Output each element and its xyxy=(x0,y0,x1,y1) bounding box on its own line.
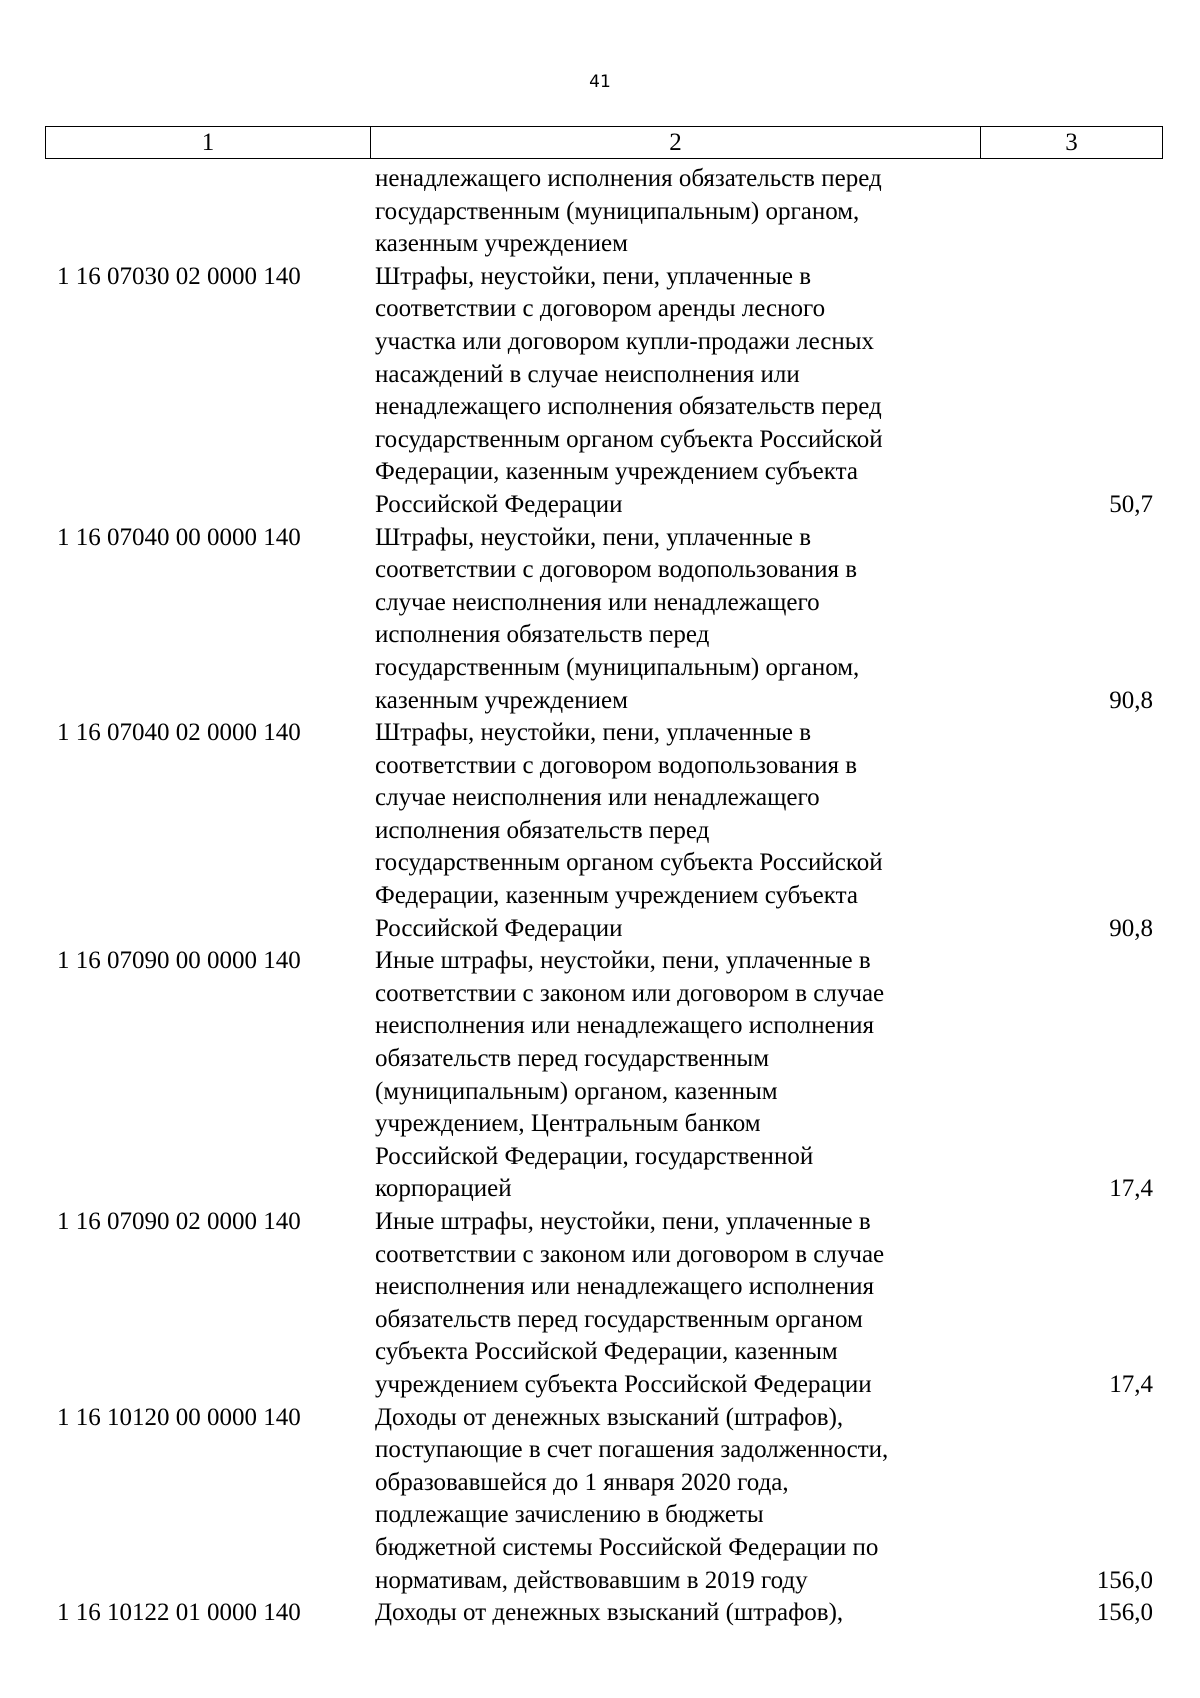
table-row xyxy=(45,163,1163,261)
amount: 156,0 xyxy=(1096,1599,1153,1627)
description-line: исполнения обязательств перед xyxy=(375,816,710,844)
description-line: соответствии с договором водопользования в xyxy=(375,751,858,779)
description-line: Доходы от денежных взысканий (штрафов), xyxy=(375,1599,844,1627)
description-line: обязательств перед государственным xyxy=(375,1045,770,1073)
description-line: государственным органом субъекта Российской xyxy=(375,425,883,453)
description-line: соответствии с законом или договором в случае xyxy=(375,979,885,1007)
description-line: государственным органом субъекта Российской xyxy=(375,849,883,877)
income-description xyxy=(375,717,980,945)
budget-code: 1 16 07030 02 0000 140 xyxy=(57,262,301,290)
budget-code: 1 16 07040 00 0000 140 xyxy=(57,523,301,551)
description-line: обязательств перед государственным органом xyxy=(375,1305,863,1333)
amount: 156,0 xyxy=(1096,1566,1153,1594)
description-line: Российской Федерации, государственной xyxy=(375,1142,814,1170)
description-line: поступающие в счет погашения задолженности, xyxy=(375,1436,889,1464)
income-description xyxy=(375,261,980,522)
table-row xyxy=(45,1206,1163,1402)
description-line: (муниципальным) органом, казенным xyxy=(375,1077,778,1105)
table-row xyxy=(45,945,1163,1206)
budget-code: 1 16 07040 02 0000 140 xyxy=(57,719,301,747)
income-description xyxy=(375,945,980,1206)
description-line: учреждением, Центральным банком xyxy=(375,1110,761,1138)
amount: 90,8 xyxy=(1109,686,1153,714)
table-row xyxy=(45,717,1163,945)
income-description xyxy=(375,522,980,718)
description-line: Российской Федерации xyxy=(375,490,623,518)
table-row xyxy=(45,522,1163,718)
description-line: Штрафы, неустойки, пени, уплаченные в xyxy=(375,262,812,290)
description-line: казенным учреждением xyxy=(375,230,628,258)
description-line: государственным (муниципальным) органом, xyxy=(375,197,860,225)
budget-code: 1 16 07090 00 0000 140 xyxy=(57,947,301,975)
description-line: образовавшейся до 1 января 2020 года, xyxy=(375,1468,789,1496)
table-header-row xyxy=(45,126,1163,159)
description-line: казенным учреждением xyxy=(375,686,628,714)
description-line: соответствии с договором водопользования в xyxy=(375,556,858,584)
table-row xyxy=(45,1402,1163,1598)
header-col-1: 1 xyxy=(46,127,371,158)
description-line: насаждений в случае неисполнения или xyxy=(375,360,800,388)
description-line: участка или договором купли-продажи лесных xyxy=(375,327,875,355)
description-line: Российской Федерации xyxy=(375,914,623,942)
description-line: неисполнения или ненадлежащего исполнения xyxy=(375,1273,875,1301)
amount: 50,7 xyxy=(1109,490,1153,518)
description-line: корпорацией xyxy=(375,1175,512,1203)
description-line: учреждением субъекта Российской Федерации xyxy=(375,1370,872,1398)
description-line: Иные штрафы, неустойки, пени, уплаченные в xyxy=(375,1208,871,1235)
income-description xyxy=(375,1597,980,1630)
description-line: нормативам, действовавшим в 2019 году xyxy=(375,1566,808,1594)
description-line: неисполнения или ненадлежащего исполнения xyxy=(375,1012,875,1040)
description-line: Штрафы, неустойки, пени, уплаченные в xyxy=(375,523,812,551)
income-description xyxy=(375,163,980,261)
table-body xyxy=(45,163,1163,1630)
table-row xyxy=(45,261,1163,522)
description-line: исполнения обязательств перед xyxy=(375,621,710,649)
description-line: соответствии с законом или договором в случае xyxy=(375,1240,885,1268)
budget-code: 1 16 10122 01 0000 140 xyxy=(57,1599,301,1627)
amount: 17,4 xyxy=(1109,1370,1153,1398)
description-line: субъекта Российской Федерации, казенным xyxy=(375,1338,838,1366)
description-line: Федерации, казенным учреждением субъекта xyxy=(375,458,858,486)
page-number: 41 xyxy=(589,72,611,92)
amount: 90,8 xyxy=(1109,914,1153,942)
description-line: ненадлежащего исполнения обязательств перед xyxy=(375,393,882,421)
description-line: подлежащие зачислению в бюджеты xyxy=(375,1501,764,1529)
description-line: государственным (муниципальным) органом, xyxy=(375,653,860,681)
header-col-3: 3 xyxy=(1065,128,1078,156)
description-line: случае неисполнения или ненадлежащего xyxy=(375,784,820,812)
description-line: Доходы от денежных взысканий (штрафов), xyxy=(375,1403,844,1431)
amount: 17,4 xyxy=(1109,1175,1153,1203)
header-col-2: 2 xyxy=(371,127,981,158)
income-description xyxy=(375,1402,980,1598)
description-line: Иные штрафы, неустойки, пени, уплаченные в xyxy=(375,947,871,975)
description-line: Штрафы, неустойки, пени, уплаченные в xyxy=(375,719,812,747)
income-description xyxy=(375,1206,980,1402)
budget-code: 1 16 07090 02 0000 140 xyxy=(57,1208,301,1235)
description-line: случае неисполнения или ненадлежащего xyxy=(375,588,820,616)
description-line: бюджетной системы Российской Федерации по xyxy=(375,1533,879,1561)
budget-code: 1 16 10120 00 0000 140 xyxy=(57,1403,301,1431)
table-row xyxy=(45,1597,1163,1630)
description-line: ненадлежащего исполнения обязательств перед xyxy=(375,165,882,192)
description-line: соответствии с договором аренды лесного xyxy=(375,295,826,323)
description-line: Федерации, казенным учреждением субъекта xyxy=(375,882,858,910)
